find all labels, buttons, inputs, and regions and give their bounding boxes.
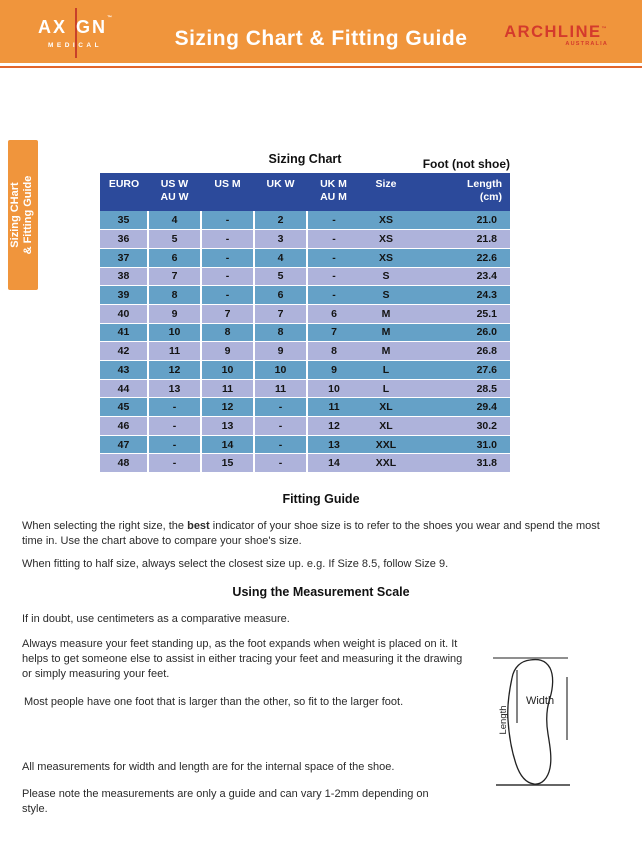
- table-cell: 45: [100, 398, 148, 417]
- table-cell: 39: [100, 286, 148, 305]
- table-cell: 9: [254, 342, 307, 361]
- sizing-table-head: [100, 173, 510, 211]
- axign-logo-subtext: MEDICAL: [47, 42, 103, 49]
- table-row: [100, 286, 510, 305]
- table-cell: 9: [201, 342, 254, 361]
- table-row: [100, 454, 510, 473]
- header-rule-line: [0, 66, 642, 68]
- measurement-paragraph-1: If in doubt, use centimeters as a comparative measure.: [22, 613, 290, 625]
- foot-not-shoe-note: Foot (not shoe): [422, 157, 510, 171]
- table-cell: -: [254, 435, 307, 454]
- width-label: Width: [525, 695, 555, 707]
- table-row: [100, 230, 510, 249]
- table-cell: -: [148, 417, 201, 436]
- trademark-symbol: ™: [107, 15, 112, 21]
- table-cell: 9: [307, 361, 360, 380]
- table-cell: 48: [100, 454, 148, 473]
- table-cell: 42: [100, 342, 148, 361]
- table-cell: -: [307, 211, 360, 230]
- header-band: [0, 0, 642, 63]
- table-row: [100, 361, 510, 380]
- table-cell: 12: [148, 361, 201, 380]
- fitting-guide-paragraph-1: [22, 519, 623, 549]
- axign-logo-part1: AX: [37, 17, 67, 37]
- side-tab-label: [9, 140, 37, 290]
- table-cell: 35: [100, 211, 148, 230]
- table-cell: L: [360, 361, 412, 380]
- table-cell: M: [360, 323, 412, 342]
- table-cell: 12: [307, 417, 360, 436]
- table-cell: -: [254, 454, 307, 473]
- trademark-symbol: ™: [601, 26, 608, 32]
- measurement-paragraph-3: Most people have one foot that is larger than the other, so fit to the larger foot.: [24, 696, 404, 708]
- paragraph-bold-text: best: [187, 520, 210, 532]
- table-row: [100, 417, 510, 436]
- table-cell: XS: [360, 248, 412, 267]
- table-cell: 36: [100, 230, 148, 249]
- table-cell: -: [307, 267, 360, 286]
- sizing-chart-title: Sizing Chart: [268, 152, 342, 166]
- table-cell: -: [307, 230, 360, 249]
- table-cell: 9: [148, 304, 201, 323]
- table-cell: 44: [100, 379, 148, 398]
- table-cell: 24.3: [412, 286, 510, 305]
- table-row: [100, 267, 510, 286]
- table-cell: 8: [201, 323, 254, 342]
- table-cell: 40: [100, 304, 148, 323]
- table-cell: 13: [201, 417, 254, 436]
- table-column-header: Length (cm): [412, 173, 510, 211]
- table-cell: 11: [148, 342, 201, 361]
- table-cell: -: [201, 267, 254, 286]
- foot-measurement-diagram: [488, 648, 583, 793]
- table-row: [100, 323, 510, 342]
- table-cell: -: [148, 398, 201, 417]
- table-cell: M: [360, 342, 412, 361]
- sizing-table-container: [100, 173, 510, 473]
- table-cell: 15: [201, 454, 254, 473]
- table-cell: 30.2: [412, 417, 510, 436]
- table-cell: 25.1: [412, 304, 510, 323]
- table-cell: -: [148, 435, 201, 454]
- table-cell: -: [254, 417, 307, 436]
- table-column-header: EURO: [100, 173, 148, 211]
- table-cell: 13: [307, 435, 360, 454]
- table-cell: 26.8: [412, 342, 510, 361]
- table-cell: 27.6: [412, 361, 510, 380]
- sizing-table-header-row: [100, 173, 510, 211]
- table-cell: 6: [254, 286, 307, 305]
- table-cell: 29.4: [412, 398, 510, 417]
- table-cell: M: [360, 304, 412, 323]
- length-label: Length: [498, 705, 509, 735]
- table-cell: 47: [100, 435, 148, 454]
- table-cell: 23.4: [412, 267, 510, 286]
- table-cell: -: [201, 230, 254, 249]
- table-cell: 21.0: [412, 211, 510, 230]
- table-cell: XXL: [360, 435, 412, 454]
- measurement-scale-title: Using the Measurement Scale: [232, 585, 410, 599]
- table-column-header: US W AU W: [148, 173, 201, 211]
- table-cell: 43: [100, 361, 148, 380]
- table-row: [100, 304, 510, 323]
- table-row: [100, 435, 510, 454]
- table-cell: 10: [307, 379, 360, 398]
- table-cell: 5: [254, 267, 307, 286]
- table-cell: 5: [148, 230, 201, 249]
- table-cell: 31.8: [412, 454, 510, 473]
- table-cell: 46: [100, 417, 148, 436]
- archline-logo: [504, 24, 608, 47]
- table-cell: 11: [254, 379, 307, 398]
- table-column-header: UK M AU M: [307, 173, 360, 211]
- table-cell: 41: [100, 323, 148, 342]
- table-cell: 21.8: [412, 230, 510, 249]
- table-cell: 3: [254, 230, 307, 249]
- table-cell: 10: [254, 361, 307, 380]
- table-cell: 7: [307, 323, 360, 342]
- archline-logo-subtext: AUSTRALIA: [565, 41, 608, 47]
- table-row: [100, 379, 510, 398]
- table-cell: 26.0: [412, 323, 510, 342]
- table-cell: XL: [360, 417, 412, 436]
- table-cell: -: [307, 248, 360, 267]
- table-cell: XXL: [360, 454, 412, 473]
- table-cell: 4: [254, 248, 307, 267]
- table-cell: 10: [148, 323, 201, 342]
- table-column-header: UK W: [254, 173, 307, 211]
- table-cell: -: [148, 454, 201, 473]
- axign-logo-part2: GN™: [76, 15, 112, 37]
- table-cell: 28.5: [412, 379, 510, 398]
- paragraph-text: When selecting the right size, the: [22, 520, 188, 532]
- table-cell: 2: [254, 211, 307, 230]
- fitting-guide-paragraph-2: When fitting to half size, always select the closest size up. e.g. If Size 8.5, follow Size 9.: [22, 558, 449, 570]
- table-column-header: Size: [360, 173, 412, 211]
- table-cell: -: [307, 286, 360, 305]
- table-cell: 14: [201, 435, 254, 454]
- page-title: Sizing Chart & Fitting Guide: [174, 27, 468, 50]
- table-cell: 13: [148, 379, 201, 398]
- table-column-header: US M: [201, 173, 254, 211]
- table-cell: 14: [307, 454, 360, 473]
- sizing-table: [100, 173, 510, 473]
- table-row: [100, 248, 510, 267]
- table-cell: -: [201, 286, 254, 305]
- side-tab-label-line1: Sizing CHart: [9, 182, 21, 248]
- table-cell: L: [360, 379, 412, 398]
- table-cell: XS: [360, 230, 412, 249]
- table-cell: 31.0: [412, 435, 510, 454]
- side-tab-sizing-chart: [8, 140, 38, 290]
- side-tab-label-line2: & Fitting Guide: [22, 175, 34, 255]
- archline-logo-wordmark: ARCHLINE™: [504, 23, 608, 41]
- table-cell: 22.6: [412, 248, 510, 267]
- table-cell: 10: [201, 361, 254, 380]
- table-cell: 12: [201, 398, 254, 417]
- table-cell: 8: [307, 342, 360, 361]
- table-cell: 38: [100, 267, 148, 286]
- table-row: [100, 398, 510, 417]
- table-cell: 7: [148, 267, 201, 286]
- table-cell: 11: [201, 379, 254, 398]
- measurement-paragraph-2: Always measure your feet standing up, as the foot expands when weight is placed on it. It helps to get someone else to assist in either tracing your feet and measuring it the drawing or simply measuring your feet.: [22, 638, 463, 680]
- table-cell: 7: [201, 304, 254, 323]
- table-cell: XL: [360, 398, 412, 417]
- table-cell: 8: [148, 286, 201, 305]
- table-cell: -: [201, 248, 254, 267]
- table-cell: 6: [307, 304, 360, 323]
- table-cell: S: [360, 267, 412, 286]
- sizing-table-body: [100, 211, 510, 473]
- measurement-paragraph-5: Please note the measurements are only a guide and can vary 1-2mm depending on style.: [22, 788, 429, 815]
- table-cell: 4: [148, 211, 201, 230]
- table-row: [100, 211, 510, 230]
- paragraph-text: indicator of your shoe size is to refer to the shoes you wear and spend the most time in. Use the chart above to compare your shoe's size.: [22, 520, 600, 547]
- table-cell: 11: [307, 398, 360, 417]
- table-row: [100, 342, 510, 361]
- fitting-guide-title: Fitting Guide: [282, 492, 360, 506]
- table-cell: XS: [360, 211, 412, 230]
- table-cell: 6: [148, 248, 201, 267]
- table-cell: 37: [100, 248, 148, 267]
- table-cell: S: [360, 286, 412, 305]
- table-cell: 8: [254, 323, 307, 342]
- measurement-paragraph-4: All measurements for width and length are for the internal space of the shoe.: [22, 761, 395, 773]
- table-cell: -: [201, 211, 254, 230]
- table-cell: 7: [254, 304, 307, 323]
- foot-outline: [508, 660, 553, 785]
- table-cell: -: [254, 398, 307, 417]
